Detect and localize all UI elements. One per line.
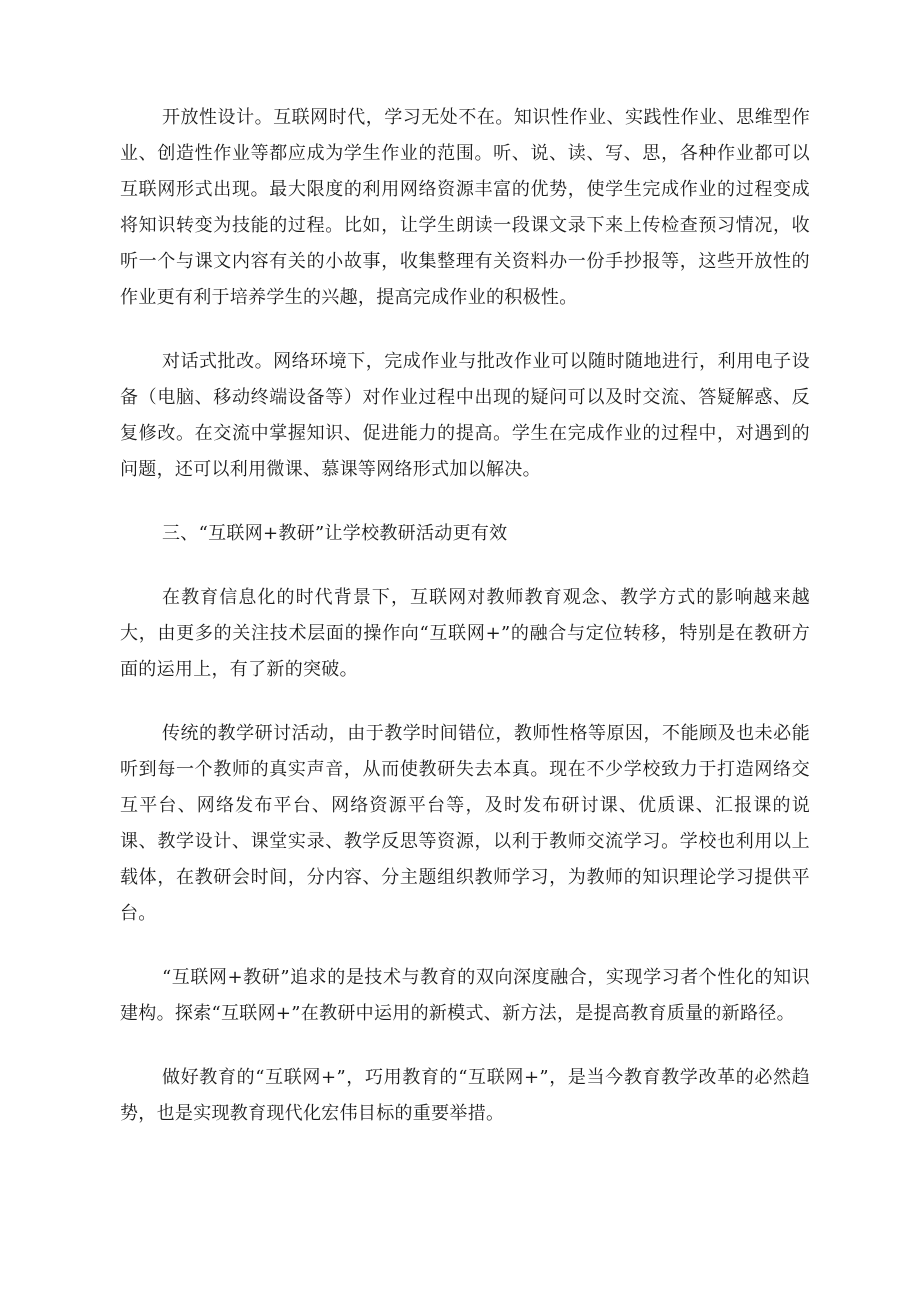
- document-body: [120, 100, 810, 1160]
- paragraph-open-design: 开放性设计。互联网时代，学习无处不在。知识性作业、实践性作业、思维型作业、创造性作业等都应成为学生作业的范围。听、说、读、写、思，各种作业都可以互联网形式出现。最大限度的利用网络资源丰富的优势，使学生完成作业的过程变成将知识转变为技能的过程。比如，让学生朗读一段课文录下来上传检查预习情况，收听一个与课文内容有关的小故事，收集整理有关资料办一份手抄报等，这些开放性的作业更有利于培养学生的兴趣，提高完成作业的积极性。: [120, 107, 810, 308]
- paragraph-internet-research: “互联网+教研”追求的是技术与教育的双向深度融合，实现学习者个性化的知识建构。探索“互联网+”在教研中运用的新模式、新方法，是提高教育质量的新路径。: [120, 967, 810, 1024]
- paragraph-info-era: 在教育信息化的时代背景下，互联网对教师教育观念、教学方式的影响越来越大，由更多的关注技术层面的操作向“互联网+”的融合与定位转移，特别是在教研方面的运用上，有了新的突破。: [120, 587, 810, 680]
- section-heading-3: 三、“互联网+教研”让学校教研活动更有效: [162, 523, 508, 544]
- paragraph-dialogue-correction: 对话式批改。网络环境下，完成作业与批改作业可以随时随地进行，利用电子设备（电脑、移动终端设备等）对作业过程中出现的疑问可以及时交流、答疑解惑、反复修改。在交流中掌握知识、促进能力的提高。学生在完成作业的过程中，对遇到的问题，还可以利用微课、慕课等网络形式加以解决。: [120, 351, 810, 480]
- paragraph-conclusion: 做好教育的“互联网+”，巧用教育的“互联网+”，是当今教育教学改革的必然趋势，也是实现教育现代化宏伟目标的重要举措。: [120, 1067, 810, 1124]
- paragraph-traditional-research: 传统的教学研讨活动，由于教学时间错位，教师性格等原因，不能顾及也未必能听到每一个教师的真实声音，从而使教研失去本真。现在不少学校致力于打造网络交互平台、网络发布平台、网络资源平台等，及时发布研讨课、优质课、汇报课的说课、教学设计、课堂实录、教学反思等资源，以利于教师交流学习。学校也利用以上载体，在教研会时间，分内容、分主题组织教师学习，为教师的知识理论学习提供平台。: [120, 723, 810, 924]
